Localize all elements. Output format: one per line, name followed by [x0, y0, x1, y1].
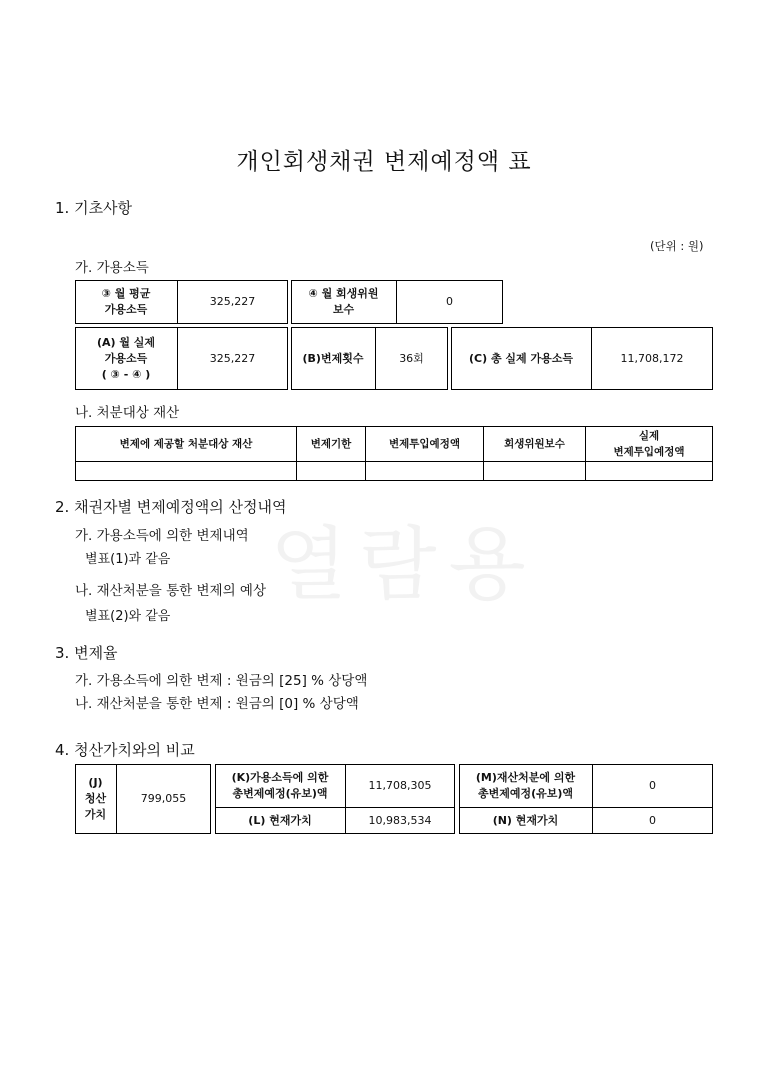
asset-header-actual: 실제 변제투입예정액 [586, 427, 713, 462]
monthly-avg-value: 325,227 [209, 295, 256, 308]
k-label: (K)가용소득에 의한 총변제예정(유보)액 [231, 770, 329, 800]
asset-cell [484, 462, 586, 481]
n-label: (N) 현재가치 [492, 813, 559, 827]
asset-header-fee: 회생위원보수 [484, 427, 586, 462]
repay-count-value: 36회 [399, 351, 424, 365]
section4-heading: 4. 청산가치와의 비교 [55, 741, 195, 759]
section3-heading: 3. 변제율 [55, 644, 118, 662]
monthly-avg-label: ③ 월 평균 가용소득 [101, 287, 151, 316]
asset-table [75, 426, 713, 481]
liquidation-label: (J) 청산 가치 [84, 776, 107, 821]
m-label: (M)재산처분에 의한 총변제예정(유보)액 [475, 770, 576, 800]
section2-a: 가. 가용소득에 의한 변제내역 [75, 528, 249, 544]
section2-b-detail: 별표(2)와 같음 [85, 609, 171, 624]
asset-header-asset: 변제에 제공할 처분대상 재산 [76, 427, 297, 462]
sub-b-heading: 나. 처분대상 재산 [75, 405, 180, 421]
asset-header-planned: 변제투입예정액 [366, 427, 484, 462]
asset-header-deadline: 변제기한 [297, 427, 366, 462]
total-income-value: 11,708,172 [620, 351, 684, 365]
liquidation-value: 799,055 [140, 792, 187, 805]
m-value: 0 [649, 778, 656, 792]
sub-a-heading: 가. 가용소득 [75, 260, 149, 276]
section2-b: 나. 재산처분을 통한 변제의 예상 [75, 583, 266, 599]
trustee-fee-label: ④ 월 회생위원 보수 [308, 287, 379, 316]
page-title: 개인회생채권 변제예정액 표 [236, 149, 532, 175]
actual-income-label: (A) 월 실제 가용소득 ( ③ - ④ ) [96, 335, 156, 381]
asset-cell [297, 462, 366, 481]
actual-income-value: 325,227 [209, 351, 256, 365]
section3-b: 나. 재산처분을 통한 변제 : 원금의 [0] % 상당액 [75, 696, 359, 712]
section2-heading: 2. 채권자별 변제예정액의 산정내역 [55, 498, 287, 516]
trustee-fee-value: 0 [446, 295, 453, 308]
total-income-label: (C) 총 실제 가용소득 [469, 351, 573, 365]
section3-a: 가. 가용소득에 의한 변제 : 원금의 [25] % 상당액 [75, 673, 368, 689]
watermark: 열람용 [270, 518, 538, 611]
n-value: 0 [649, 813, 656, 827]
l-label: (L) 현재가치 [248, 813, 312, 827]
section2-a-detail: 별표(1)과 같음 [85, 552, 171, 567]
asset-cell [586, 462, 713, 481]
asset-cell [366, 462, 484, 481]
k-value: 11,708,305 [368, 778, 432, 792]
unit-label: (단위 : 원) [650, 239, 704, 253]
asset-cell [76, 462, 297, 481]
l-value: 10,983,534 [368, 813, 432, 827]
repay-count-label: (B)변제횟수 [302, 351, 364, 365]
section1-heading: 1. 기초사항 [55, 199, 133, 217]
